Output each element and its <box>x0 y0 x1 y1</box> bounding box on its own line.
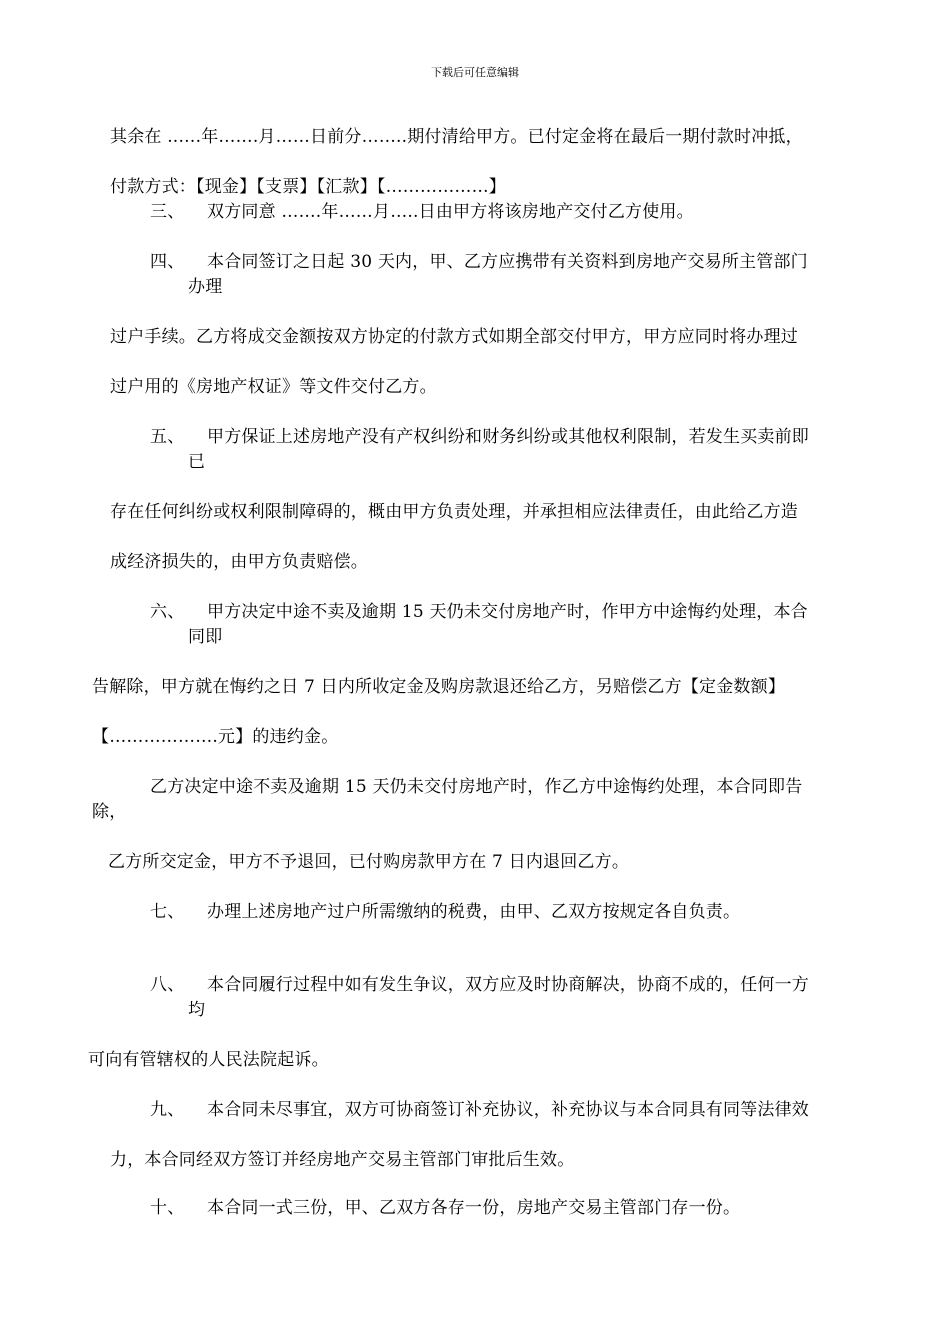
clause-6-buyer-cont: 乙方所交定金，甲方不予退回，已付购房款甲方在 7 日内退回乙方。 <box>108 852 630 872</box>
clause-text: 本合同履行过程中如有发生争议，双方应及时协商解决，协商不成的，任何一方 <box>207 975 809 995</box>
page-header: 下载后可任意编辑 <box>431 66 519 79</box>
line-payment-method: 付款方式：【现金】【支票】【汇款】【………………】 <box>110 177 506 197</box>
clause-4-wrap: 办理 <box>188 277 223 297</box>
clause-number: 十、 <box>150 1198 185 1218</box>
clause-9 <box>150 1099 809 1121</box>
clause-number: 六、 <box>150 602 185 622</box>
clause-text: 本合同一式三份，甲、乙双方各存一份，房地产交易主管部门存一份。 <box>207 1198 741 1218</box>
line-balance-payment: 其余在 ..….年…….月……日前分……..期付清给甲方。已付定金将在最后一期付款时冲抵， <box>110 127 803 147</box>
clause-6-buyer: 乙方决定中途不卖及逾期 15 天仍未交付房地产时，作乙方中途悔约处理，本合同即告 <box>150 777 803 797</box>
clause-8-wrap: 均 <box>188 1000 206 1020</box>
clause-4-cont-1: 过户手续。乙方将成交金额按双方协定的付款方式如期全部交付甲方，甲方应同时将办理过 <box>110 327 798 347</box>
clause-number: 五、 <box>150 427 185 447</box>
clause-text: 办理上述房地产过户所需缴纳的税费，由甲、乙双方按规定各自负责。 <box>207 902 741 922</box>
clause-text: 本合同未尽事宜，双方可协商签订补充协议，补充协议与本合同具有同等法律效 <box>207 1100 809 1120</box>
clause-6-wrap: 同即 <box>188 627 223 647</box>
clause-text: 甲方保证上述房地产没有产权纠纷和财务纠纷或其他权利限制，若发生买卖前即 <box>207 427 809 447</box>
clause-10 <box>150 1197 740 1219</box>
clause-6-buyer-wrap: 除， <box>92 802 127 822</box>
clause-text: 双方同意 …….年……月…..日由甲方将该房地产交付乙方使用。 <box>207 202 694 222</box>
clause-6-cont-1: 告解除，甲方就在悔约之日 7 日内所收定金及购房款退还给乙方，另赔偿乙方【定金数额】 <box>92 677 786 697</box>
clause-6-cont-2: 【……………….元】的违约金。 <box>92 727 339 747</box>
clause-text: 本合同签订之日起 30 天内，甲、乙方应携带有关资料到房地产交易所主管部门 <box>207 252 808 272</box>
clause-5-wrap: 已 <box>188 452 206 472</box>
clause-text: 甲方决定中途不卖及逾期 15 天仍未交付房地产时，作甲方中途悔约处理，本合 <box>207 602 808 622</box>
clause-5 <box>150 426 809 448</box>
clause-number: 九、 <box>150 1100 185 1120</box>
clause-9-cont: 力，本合同经双方签订并经房地产交易主管部门审批后生效。 <box>110 1150 575 1170</box>
clause-number: 七、 <box>150 902 185 922</box>
clause-7 <box>150 901 740 923</box>
clause-number: 三、 <box>150 202 185 222</box>
clause-5-cont-2: 成经济损失的，由甲方负责赔偿。 <box>110 552 368 572</box>
clause-6 <box>150 601 808 623</box>
clause-4-cont-2: 过户用的《房地产权证》等文件交付乙方。 <box>110 377 437 397</box>
clause-4 <box>150 251 808 273</box>
clause-8 <box>150 974 809 996</box>
clause-8-cont: 可向有管辖权的人民法院起诉。 <box>88 1050 329 1070</box>
clause-5-cont-1: 存在任何纠纷或权利限制障碍的，概由甲方负责处理，并承担相应法律责任，由此给乙方造 <box>110 502 798 522</box>
clause-3 <box>150 201 694 223</box>
clause-number: 四、 <box>150 252 185 272</box>
clause-number: 八、 <box>150 975 185 995</box>
